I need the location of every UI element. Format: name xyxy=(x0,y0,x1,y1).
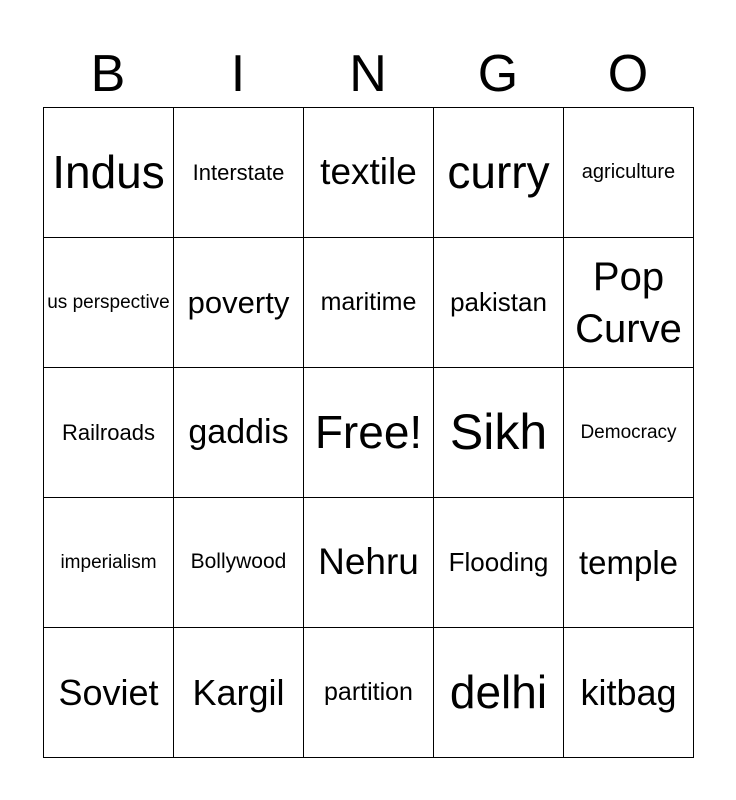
bingo-cell[interactable] xyxy=(564,108,694,238)
bingo-cell[interactable] xyxy=(304,108,434,238)
bingo-cell[interactable] xyxy=(304,238,434,368)
cell-label: textile xyxy=(320,151,417,193)
bingo-cell[interactable] xyxy=(44,368,174,498)
bingo-header xyxy=(43,42,693,106)
cell-label: maritime xyxy=(320,288,417,317)
cell-label: temple xyxy=(578,543,679,581)
header-letter-i: I xyxy=(230,45,246,103)
cell-label: agriculture xyxy=(581,161,676,183)
header-letter-o: O xyxy=(607,45,649,103)
cell-label: poverty xyxy=(187,284,290,320)
bingo-cell[interactable] xyxy=(564,498,694,628)
cell-label: kitbag xyxy=(580,671,677,713)
cell-label: Sikh xyxy=(449,403,548,460)
cell-label: imperialism xyxy=(60,551,157,573)
bingo-cell[interactable] xyxy=(564,238,694,368)
bingo-cell[interactable] xyxy=(304,628,434,758)
cell-label: Interstate xyxy=(192,159,285,185)
bingo-cell[interactable] xyxy=(434,238,564,368)
cell-label: Indus xyxy=(52,146,165,199)
cell-label: delhi xyxy=(449,666,548,719)
header-letter-g: G xyxy=(477,45,519,103)
header-letter-n: N xyxy=(349,45,387,103)
bingo-cell[interactable] xyxy=(434,498,564,628)
bingo-cell[interactable] xyxy=(44,628,174,758)
cell-label: Railroads xyxy=(62,419,155,445)
cell-label: pakistan xyxy=(450,286,547,317)
cell-label: partition xyxy=(324,678,413,707)
bingo-cell[interactable] xyxy=(564,628,694,758)
cell-label: Soviet xyxy=(58,671,159,713)
bingo-cell[interactable] xyxy=(174,108,304,238)
bingo-cell[interactable] xyxy=(174,498,304,628)
bingo-cell[interactable] xyxy=(434,628,564,758)
cell-label: us perspective xyxy=(47,291,170,313)
cell-label: Flooding xyxy=(448,546,549,577)
bingo-cell[interactable] xyxy=(304,498,434,628)
cell-label: Kargil xyxy=(192,671,285,713)
bingo-cell[interactable] xyxy=(434,108,564,238)
cell-label: gaddis xyxy=(188,412,289,451)
cell-label: curry xyxy=(447,146,550,199)
bingo-cell[interactable] xyxy=(174,238,304,368)
cell-label: Pop Curve xyxy=(575,254,682,351)
cell-label: Free! xyxy=(314,406,423,459)
bingo-board xyxy=(43,107,694,758)
header-letter-b: B xyxy=(90,45,126,103)
bingo-cell[interactable] xyxy=(564,368,694,498)
bingo-cell[interactable] xyxy=(304,368,434,498)
cell-label: Nehru xyxy=(318,541,419,583)
cell-label: Bollywood xyxy=(190,550,287,574)
bingo-cell[interactable] xyxy=(434,368,564,498)
bingo-cell[interactable] xyxy=(174,628,304,758)
bingo-cell[interactable] xyxy=(44,238,174,368)
bingo-cell[interactable] xyxy=(44,498,174,628)
bingo-cell[interactable] xyxy=(44,108,174,238)
cell-label: Democracy xyxy=(580,421,677,443)
bingo-cell[interactable] xyxy=(174,368,304,498)
